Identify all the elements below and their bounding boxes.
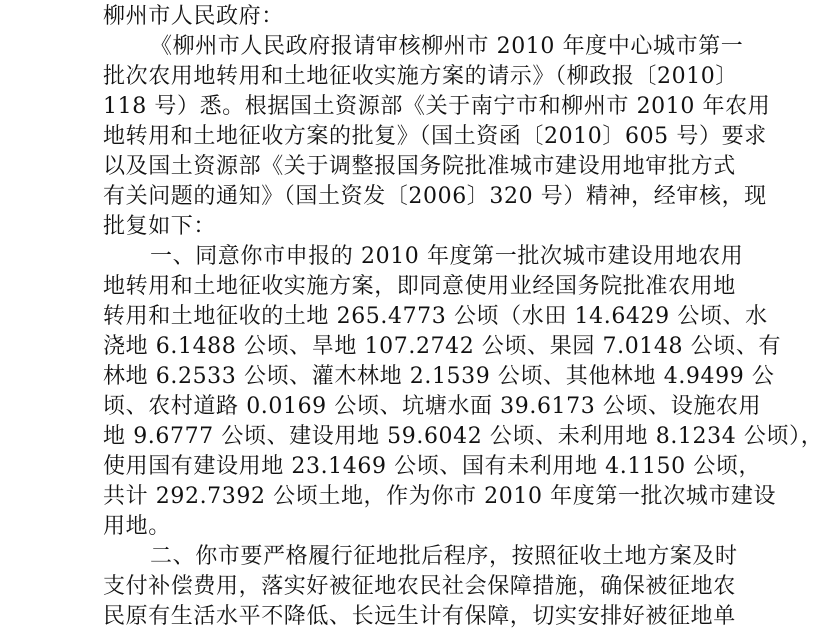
paragraph-line: 以及国土资源部《关于调整报国务院批准城市建设用地审批方式 <box>103 154 736 179</box>
paragraph-line: 用地。 <box>103 514 171 539</box>
paragraph-line: 转用和土地征收的土地 265.4773 公顷（水田 14.6429 公顷、水 <box>103 304 768 329</box>
paragraph-line: 有关问题的通知》（国土资发〔2006〕320 号）精神，经审核，现 <box>103 184 767 209</box>
paragraph-line: 批复如下： <box>103 214 217 239</box>
paragraph-line: 共计 292.7392 公顷土地，作为你市 2010 年度第一批次城市建设 <box>103 484 777 509</box>
paragraph-line: 林地 6.2533 公顷、灌木林地 2.1539 公顷、其他林地 4.9499 公 <box>103 364 775 389</box>
paragraph-line: 地 9.6777 公顷、建设用地 59.6042 公顷、未利用地 8.1234 公顷）， <box>103 424 823 449</box>
paragraph-line: 民原有生活水平不降低、长远生计有保障，切实安排好被征地单 <box>103 604 736 629</box>
paragraph-line: 地转用和土地征收方案的批复》（国土资函〔2010〕605 号）要求 <box>103 124 767 149</box>
paragraph-line: 118 号）悉。根据国土资源部《关于南宁市和柳州市 2010 年农用 <box>103 94 771 119</box>
paragraph-line: 浇地 6.1488 公顷、旱地 107.2742 公顷、果园 7.0148 公顷、有 <box>103 334 782 359</box>
paragraph-line: 使用国有建设用地 23.1469 公顷、国有未利用地 4.1150 公顷， <box>103 454 762 479</box>
paragraph-line: 支付补偿费用，落实好被征地农民社会保障措施，确保被征地农 <box>103 574 736 599</box>
paragraph-line: 顷、农村道路 0.0169 公顷、坑塘水面 39.6173 公顷、设施农用 <box>103 394 762 419</box>
paragraph-line: 批次农用地转用和土地征收实施方案的请示》（柳政报〔2010〕 <box>103 64 738 89</box>
salutation: 柳州市人民政府： <box>103 4 284 29</box>
paragraph-line: 一、同意你市申报的 2010 年度第一批次城市建设用地农用 <box>150 244 744 269</box>
paragraph-line: 二、你市要严格履行征地批后程序，按照征收土地方案及时 <box>150 544 738 569</box>
paragraph-line: 《柳州市人民政府报请审核柳州市 2010 年度中心城市第一 <box>150 34 744 59</box>
paragraph-line: 地转用和土地征收实施方案，即同意使用业经国务院批准农用地 <box>103 274 736 299</box>
